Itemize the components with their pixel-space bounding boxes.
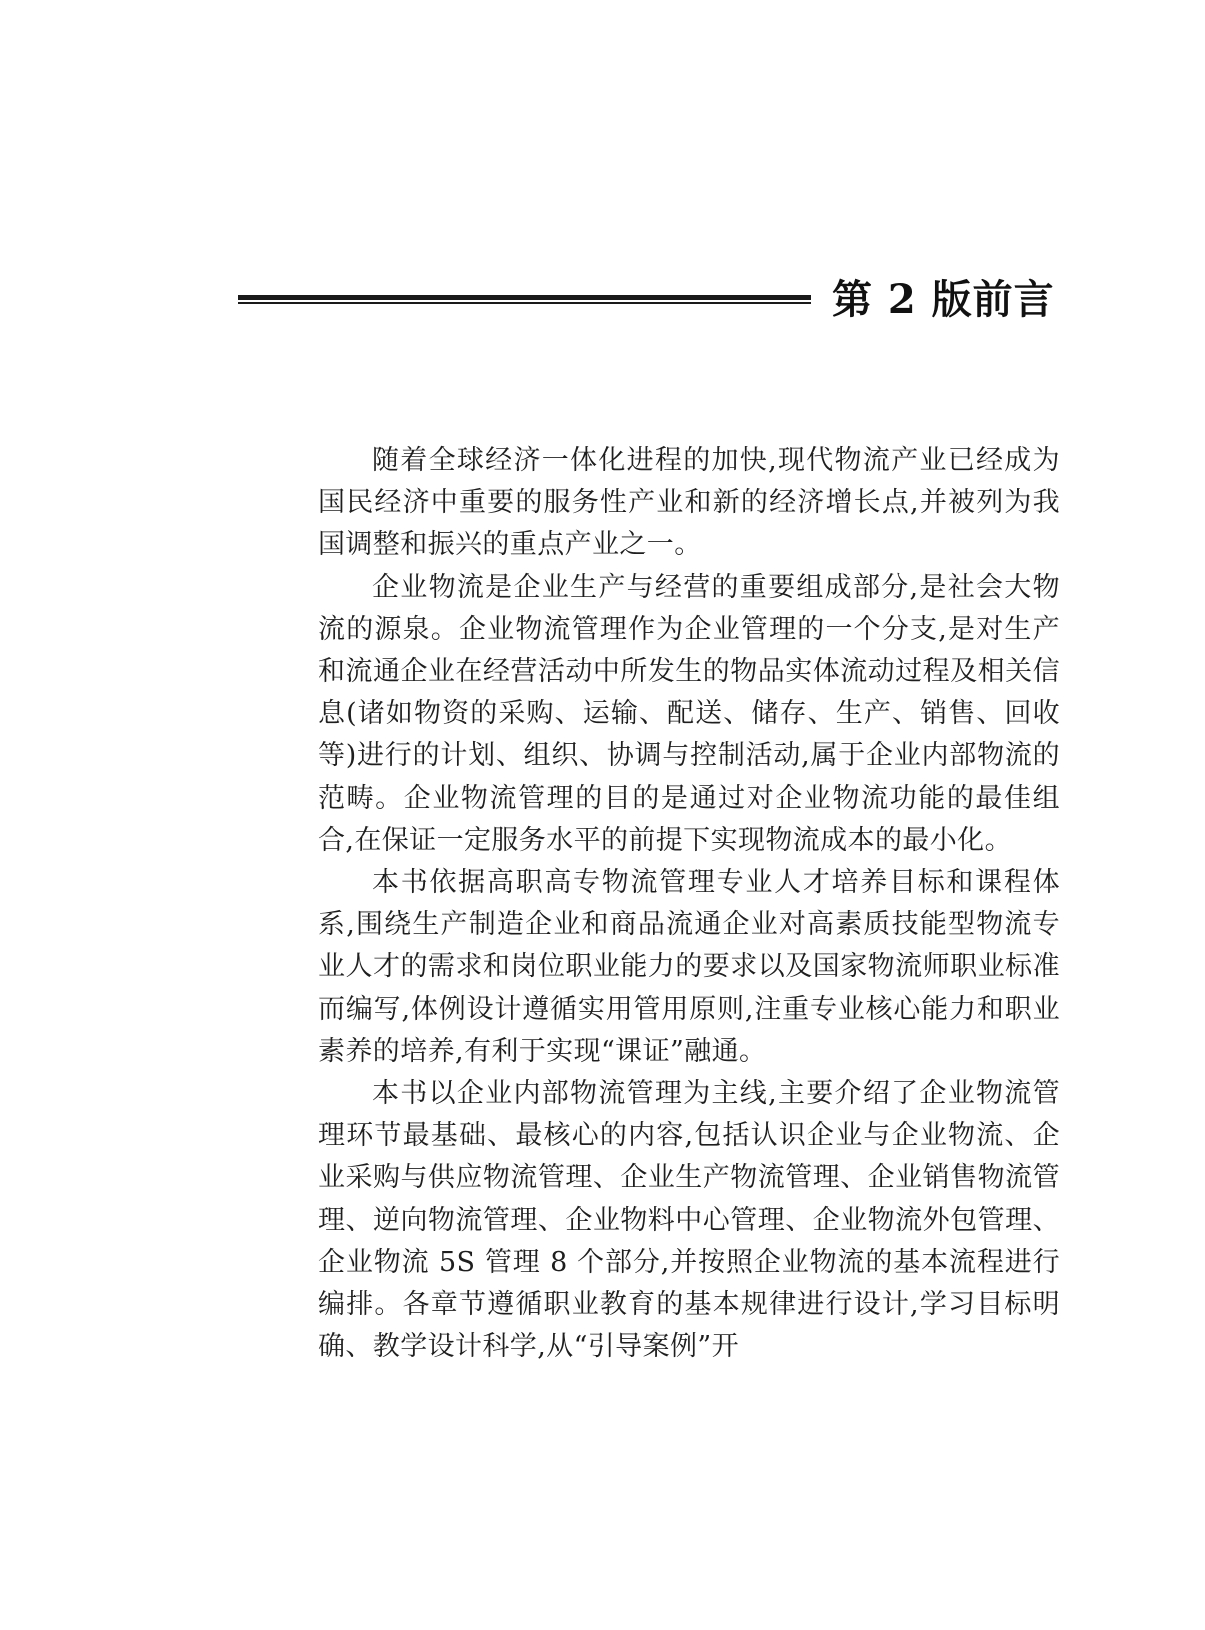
heading-rule-thick-line bbox=[238, 295, 811, 300]
preface-body bbox=[318, 440, 1060, 1368]
preface-paragraph-4: 本书以企业内部物流管理为主线,主要介绍了企业物流管理环节最基础、最核心的内容,包括认识企业与企业物流、企业采购与供应物流管理、企业生产物流管理、企业销售物流管理、逆向物流管理、企业物料中心管理、企业物流外包管理、企业物流 5S 管理 8 个部分,并按照企业物流的基本流程进行编排。各章节遵循职业教育的基本规律进行设计,学习目标明确、教学设计科学,从“引导案例”开 bbox=[318, 1078, 1060, 1363]
chapter-title: 第 2 版前言 bbox=[832, 276, 1055, 323]
preface-paragraph-1: 随着全球经济一体化进程的加快,现代物流产业已经成为国民经济中重要的服务性产业和新的经济增长点,并被列为我国调整和振兴的重点产业之一。 bbox=[318, 445, 1060, 561]
preface-paragraph-3: 本书依据高职高专物流管理专业人才培养目标和课程体系,围绕生产制造企业和商品流通企业对高素质技能型物流专业人才的需求和岗位职业能力的要求以及国家物流师职业标准而编写,体例设计遵循实用管用原则,注重专业核心能力和职业素养的培养,有利于实现“课证”融通。 bbox=[318, 867, 1060, 1067]
heading-rule bbox=[238, 295, 811, 304]
preface-paragraph-2: 企业物流是企业生产与经营的重要组成部分,是社会大物流的源泉。企业物流管理作为企业管理的一个分支,是对生产和流通企业在经营活动中所发生的物品实体流动过程及相关信息(诸如物资的采购、运输、配送、储存、生产、销售、回收等)进行的计划、组织、协调与控制活动,属于企业内部物流的范畴。企业物流管理的目的是通过对企业物流功能的最佳组合,在保证一定服务水平的前提下实现物流成本的最小化。 bbox=[318, 571, 1060, 856]
heading-rule-thin-line bbox=[238, 302, 811, 304]
